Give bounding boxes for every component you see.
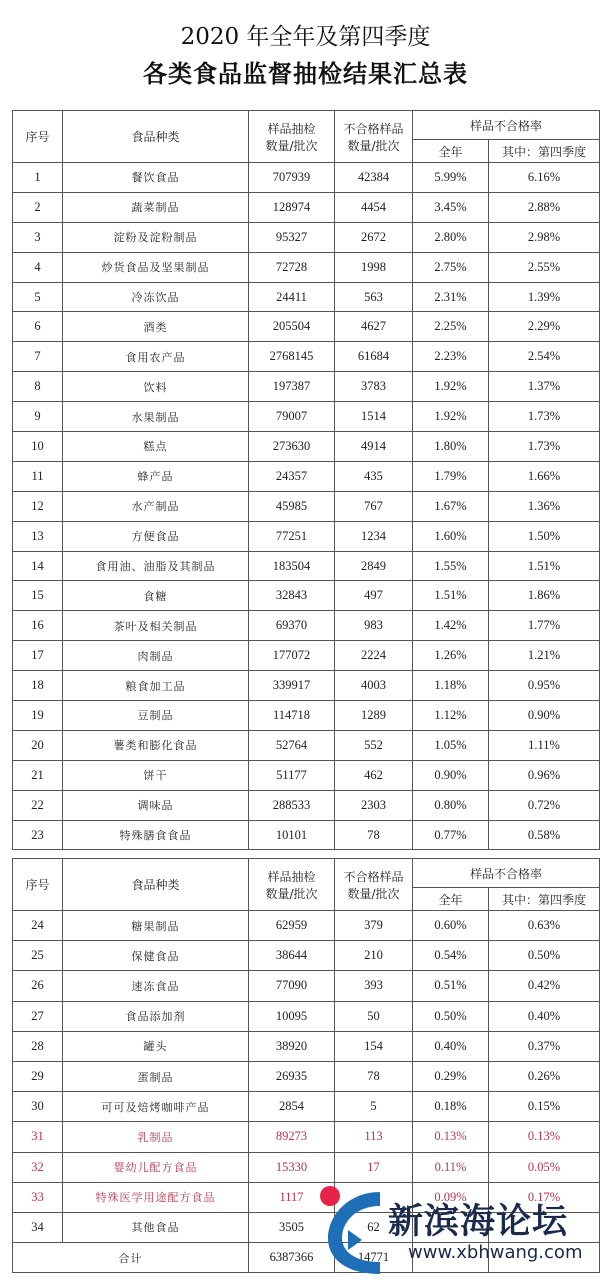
table-row: [13, 701, 600, 731]
row-category: 婴幼儿配方食品: [63, 1152, 249, 1182]
table-row: [13, 252, 600, 282]
row-category: 炒货食品及坚果制品: [63, 252, 249, 282]
row-category: 蛋制品: [63, 1061, 249, 1091]
header-unqualified: 不合格样品 数量/批次: [335, 111, 413, 163]
row-no: 23: [13, 820, 63, 850]
row-category: 其他食品: [63, 1212, 249, 1242]
row-samples: 89273: [249, 1122, 335, 1152]
row-rate-q4: 1.73%: [489, 432, 600, 462]
row-samples: 128974: [249, 192, 335, 222]
row-unqualified: 497: [335, 581, 413, 611]
row-category: 蔬菜制品: [63, 192, 249, 222]
row-category: 蜂产品: [63, 461, 249, 491]
row-rate-q4: 0.40%: [489, 1001, 600, 1031]
row-rate-year: 2.75%: [413, 252, 489, 282]
row-unqualified: 2303: [335, 790, 413, 820]
total-unqualified: 14771: [335, 1243, 413, 1273]
header-rate-year: 全年: [413, 888, 489, 911]
row-samples: 273630: [249, 432, 335, 462]
row-rate-q4: 1.50%: [489, 521, 600, 551]
row-rate-year: 1.26%: [413, 641, 489, 671]
row-no: 1: [13, 163, 63, 193]
row-no: 7: [13, 342, 63, 372]
watermark-name: 新滨海论坛: [388, 1202, 569, 1242]
row-samples: 51177: [249, 760, 335, 790]
row-rate-year: 2.23%: [413, 342, 489, 372]
row-rate-q4: 0.58%: [489, 820, 600, 850]
watermark-url: www.xbhwang.com: [408, 1242, 583, 1263]
row-no: 19: [13, 701, 63, 731]
table-row: [13, 941, 600, 971]
row-unqualified: 462: [335, 760, 413, 790]
row-rate-q4: 1.51%: [489, 551, 600, 581]
row-rate-year: 0.80%: [413, 790, 489, 820]
row-no: 15: [13, 581, 63, 611]
row-unqualified: 1289: [335, 701, 413, 731]
row-category: 豆制品: [63, 701, 249, 731]
row-rate-year: 0.40%: [413, 1031, 489, 1061]
row-rate-year: 1.42%: [413, 611, 489, 641]
row-rate-year: 0.09%: [413, 1182, 489, 1212]
row-rate-year: 0.29%: [413, 1061, 489, 1091]
site-watermark: [318, 1178, 608, 1278]
row-rate-q4: 1.21%: [489, 641, 600, 671]
row-samples: 197387: [249, 372, 335, 402]
row-rate-year: 0.50%: [413, 1001, 489, 1031]
row-category: 餐饮食品: [63, 163, 249, 193]
row-category: 糕点: [63, 432, 249, 462]
row-rate-q4: 6.16%: [489, 163, 600, 193]
row-rate-year: 1.18%: [413, 671, 489, 701]
row-rate-q4: 0.13%: [489, 1122, 600, 1152]
row-category: 粮食加工品: [63, 671, 249, 701]
total-samples: 6387366: [249, 1243, 335, 1273]
header-samples: 样品抽检 数量/批次: [249, 111, 335, 163]
row-unqualified: 2224: [335, 641, 413, 671]
row-samples: 24357: [249, 461, 335, 491]
row-unqualified: 563: [335, 282, 413, 312]
row-rate-q4: 1.11%: [489, 730, 600, 760]
row-rate-q4: 0.42%: [489, 971, 600, 1001]
header-category: 食品种类: [63, 859, 249, 911]
header-rate-q4: 其中：第四季度: [489, 140, 600, 163]
row-no: 8: [13, 372, 63, 402]
table-row: [13, 372, 600, 402]
row-samples: 177072: [249, 641, 335, 671]
header-rate: 样品不合格率: [413, 859, 600, 888]
row-unqualified: 113: [335, 1122, 413, 1152]
row-unqualified: 154: [335, 1031, 413, 1061]
row-rate-year: 1.60%: [413, 521, 489, 551]
table-row: [13, 163, 600, 193]
row-rate-q4: 1.66%: [489, 461, 600, 491]
row-rate-year: 1.80%: [413, 432, 489, 462]
table-row: [13, 432, 600, 462]
row-unqualified: 4454: [335, 192, 413, 222]
row-no: 14: [13, 551, 63, 581]
row-rate-q4: 0.90%: [489, 701, 600, 731]
row-category: 罐头: [63, 1031, 249, 1061]
row-unqualified: 61684: [335, 342, 413, 372]
table-row: [13, 611, 600, 641]
table-row: [13, 1092, 600, 1122]
row-samples: 77251: [249, 521, 335, 551]
row-rate-q4: 1.37%: [489, 372, 600, 402]
table-row: [13, 402, 600, 432]
row-no: 9: [13, 402, 63, 432]
row-rate-q4: 1.73%: [489, 402, 600, 432]
row-category: 糖果制品: [63, 911, 249, 941]
row-category: 方便食品: [63, 521, 249, 551]
table-row: [13, 971, 600, 1001]
title-line2: 各类食品监督抽检结果汇总表: [143, 60, 468, 88]
row-no: 22: [13, 790, 63, 820]
row-unqualified: 1234: [335, 521, 413, 551]
row-category: 饮料: [63, 372, 249, 402]
row-samples: 205504: [249, 312, 335, 342]
row-no: 21: [13, 760, 63, 790]
row-rate-year: 0.13%: [413, 1122, 489, 1152]
row-unqualified: 552: [335, 730, 413, 760]
row-unqualified: 2849: [335, 551, 413, 581]
total-label: 合计: [13, 1243, 249, 1273]
table-row: [13, 911, 600, 941]
row-category: 食品添加剂: [63, 1001, 249, 1031]
row-unqualified: 78: [335, 1061, 413, 1091]
row-rate-q4: 0.26%: [489, 1061, 600, 1091]
row-rate-year: 1.92%: [413, 372, 489, 402]
row-unqualified: 62: [335, 1212, 413, 1242]
header-unqualified: 不合格样品 数量/批次: [335, 859, 413, 911]
row-samples: 10101: [249, 820, 335, 850]
row-no: 30: [13, 1092, 63, 1122]
row-unqualified: 17: [335, 1152, 413, 1182]
title-line1: 2020 年全年及第四季度: [180, 24, 431, 50]
row-no: 6: [13, 312, 63, 342]
table-row: [13, 192, 600, 222]
header-rate: 样品不合格率: [413, 111, 600, 140]
row-samples: 38644: [249, 941, 335, 971]
table-row: [13, 1031, 600, 1061]
row-samples: 77090: [249, 971, 335, 1001]
row-samples: 15330: [249, 1152, 335, 1182]
row-no: 29: [13, 1061, 63, 1091]
results-table-part1: [12, 110, 600, 850]
row-rate-q4: 2.55%: [489, 252, 600, 282]
row-samples: 69370: [249, 611, 335, 641]
row-samples: 62959: [249, 911, 335, 941]
row-no: 28: [13, 1031, 63, 1061]
row-unqualified: 4914: [335, 432, 413, 462]
row-samples: 339917: [249, 671, 335, 701]
row-rate-q4: 1.86%: [489, 581, 600, 611]
row-no: 25: [13, 941, 63, 971]
row-category: 保健食品: [63, 941, 249, 971]
table-row: [13, 342, 600, 372]
row-rate-q4: 0.37%: [489, 1031, 600, 1061]
row-rate-year: 0.60%: [413, 911, 489, 941]
row-no: 34: [13, 1212, 63, 1242]
row-no: 4: [13, 252, 63, 282]
row-samples: 24411: [249, 282, 335, 312]
row-unqualified: 1998: [335, 252, 413, 282]
row-no: 16: [13, 611, 63, 641]
row-samples: 183504: [249, 551, 335, 581]
table-row: [13, 1061, 600, 1091]
row-samples: 52764: [249, 730, 335, 760]
table-row: [13, 461, 600, 491]
row-rate-year: 2.80%: [413, 222, 489, 252]
row-category: 饼干: [63, 760, 249, 790]
table-row: [13, 222, 600, 252]
table-row: [13, 581, 600, 611]
row-category: 特殊医学用途配方食品: [63, 1182, 249, 1212]
row-rate-year: 1.05%: [413, 730, 489, 760]
row-samples: 288533: [249, 790, 335, 820]
row-unqualified: 2672: [335, 222, 413, 252]
row-samples: 2854: [249, 1092, 335, 1122]
row-rate-year: 2.25%: [413, 312, 489, 342]
row-unqualified: 4627: [335, 312, 413, 342]
row-unqualified: 3783: [335, 372, 413, 402]
table-row: [13, 521, 600, 551]
row-unqualified: 767: [335, 491, 413, 521]
row-rate-q4: 2.88%: [489, 192, 600, 222]
row-rate-q4: 0.63%: [489, 911, 600, 941]
row-rate-year: 1.51%: [413, 581, 489, 611]
row-rate-q4: 0.15%: [489, 1092, 600, 1122]
row-rate-q4: 2.54%: [489, 342, 600, 372]
row-samples: 95327: [249, 222, 335, 252]
table-row: [13, 1122, 600, 1152]
row-rate-q4: 2.29%: [489, 312, 600, 342]
row-no: 32: [13, 1152, 63, 1182]
header-category: 食品种类: [63, 111, 249, 163]
row-rate-year: 3.45%: [413, 192, 489, 222]
table-row: [13, 790, 600, 820]
row-no: 24: [13, 911, 63, 941]
row-unqualified: 4003: [335, 671, 413, 701]
row-unqualified: 983: [335, 611, 413, 641]
row-rate-year: 0.90%: [413, 760, 489, 790]
table-row: [13, 641, 600, 671]
row-category: 肉制品: [63, 641, 249, 671]
table-row: [13, 491, 600, 521]
row-rate-year: 1.12%: [413, 701, 489, 731]
row-category: 调味品: [63, 790, 249, 820]
row-unqualified: 1514: [335, 402, 413, 432]
row-samples: 79007: [249, 402, 335, 432]
row-rate-year: 0.77%: [413, 820, 489, 850]
row-samples: 707939: [249, 163, 335, 193]
row-unqualified: 5: [335, 1092, 413, 1122]
row-rate-q4: 0.05%: [489, 1152, 600, 1182]
row-rate-year: 1.67%: [413, 491, 489, 521]
row-unqualified: 50: [335, 1001, 413, 1031]
row-no: 11: [13, 461, 63, 491]
row-rate-q4: 0.50%: [489, 941, 600, 971]
row-samples: 38920: [249, 1031, 335, 1061]
row-rate-year: 0.11%: [413, 1152, 489, 1182]
row-no: 20: [13, 730, 63, 760]
row-no: 13: [13, 521, 63, 551]
row-samples: 2768145: [249, 342, 335, 372]
row-no: 3: [13, 222, 63, 252]
row-category: 酒类: [63, 312, 249, 342]
row-rate-q4: 0.17%: [489, 1182, 600, 1212]
table-row: [13, 671, 600, 701]
row-rate-year: 2.31%: [413, 282, 489, 312]
row-unqualified: 42384: [335, 163, 413, 193]
row-category: 水果制品: [63, 402, 249, 432]
row-no: 33: [13, 1182, 63, 1212]
row-no: 10: [13, 432, 63, 462]
table-row: [13, 312, 600, 342]
row-category: 特殊膳食食品: [63, 820, 249, 850]
row-rate-q4: 0.96%: [489, 760, 600, 790]
table-row: [13, 760, 600, 790]
row-no: 27: [13, 1001, 63, 1031]
row-category: 速冻食品: [63, 971, 249, 1001]
row-category: 水产制品: [63, 491, 249, 521]
row-category: 食糖: [63, 581, 249, 611]
header-samples: 样品抽检 数量/批次: [249, 859, 335, 911]
row-no: 5: [13, 282, 63, 312]
row-unqualified: 210: [335, 941, 413, 971]
header-rate-q4: 其中：第四季度: [489, 888, 600, 911]
row-category: 乳制品: [63, 1122, 249, 1152]
table-row: [13, 551, 600, 581]
row-rate-year: 0.18%: [413, 1092, 489, 1122]
row-rate-q4: 2.98%: [489, 222, 600, 252]
row-samples: 26935: [249, 1061, 335, 1091]
row-unqualified: 379: [335, 911, 413, 941]
row-category: 薯类和膨化食品: [63, 730, 249, 760]
row-samples: 10095: [249, 1001, 335, 1031]
row-rate-year: 1.55%: [413, 551, 489, 581]
table-row: [13, 1001, 600, 1031]
row-rate-year: 5.99%: [413, 163, 489, 193]
table-row: [13, 282, 600, 312]
row-rate-year: 1.79%: [413, 461, 489, 491]
header-rate-year: 全年: [413, 140, 489, 163]
row-samples: 45985: [249, 491, 335, 521]
row-no: 18: [13, 671, 63, 701]
row-no: 17: [13, 641, 63, 671]
row-samples: 3505: [249, 1212, 335, 1242]
row-category: 食用油、油脂及其制品: [63, 551, 249, 581]
row-rate-q4: 0.95%: [489, 671, 600, 701]
row-rate-year: 0.51%: [413, 971, 489, 1001]
row-rate-year: 1.92%: [413, 402, 489, 432]
row-unqualified: 435: [335, 461, 413, 491]
row-category: 淀粉及淀粉制品: [63, 222, 249, 252]
row-category: 茶叶及相关制品: [63, 611, 249, 641]
row-no: 2: [13, 192, 63, 222]
row-samples: 72728: [249, 252, 335, 282]
row-category: 食用农产品: [63, 342, 249, 372]
row-samples: 114718: [249, 701, 335, 731]
row-rate-q4: 1.36%: [489, 491, 600, 521]
row-no: 31: [13, 1122, 63, 1152]
row-unqualified: 393: [335, 971, 413, 1001]
table-row: [13, 820, 600, 850]
header-no: 序号: [13, 111, 63, 163]
row-samples: 32843: [249, 581, 335, 611]
header-no: 序号: [13, 859, 63, 911]
row-no: 12: [13, 491, 63, 521]
row-no: 26: [13, 971, 63, 1001]
row-category: 冷冻饮品: [63, 282, 249, 312]
row-category: 可可及焙烤咖啡产品: [63, 1092, 249, 1122]
row-unqualified: 78: [335, 820, 413, 850]
table-row: [13, 730, 600, 760]
site-logo-icon: [318, 1178, 388, 1278]
row-rate-q4: 1.77%: [489, 611, 600, 641]
table-body-part1: [13, 163, 600, 850]
row-rate-year: 0.54%: [413, 941, 489, 971]
row-rate-q4: 1.39%: [489, 282, 600, 312]
row-samples: 1117: [249, 1182, 335, 1212]
row-rate-q4: 0.72%: [489, 790, 600, 820]
